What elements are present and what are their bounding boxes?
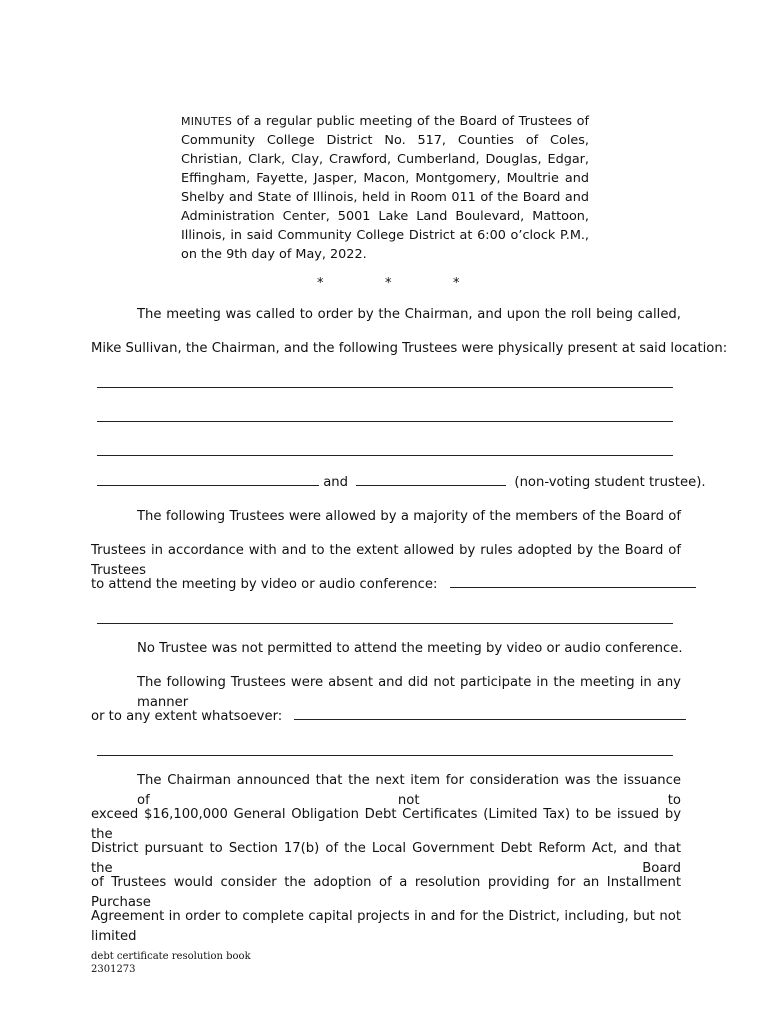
issuance-line-4: of Trustees would consider the adoption of a resolution providing for an Installment Purchase: [91, 875, 681, 910]
separator-star-3: *: [453, 276, 460, 291]
student-trustee-line: [97, 473, 706, 493]
present-trustees-blank-2[interactable]: [97, 421, 673, 422]
issuance-line-5: Agreement in order to complete capital projects in and for the District, including, but not limited: [91, 909, 681, 944]
issuance-line-1: The Chairman announced that the next item for consideration was the issuance of not to: [137, 773, 681, 808]
student-trustee-name-blank[interactable]: [356, 473, 506, 486]
absent-trustees-label: or to any extent whatsoever:: [91, 709, 283, 724]
separator-star-2: *: [385, 276, 392, 291]
remote-attendance-line-2: Trustees in accordance with and to the extent allowed by rules adopted by the Board of Trustees: [91, 543, 681, 578]
page-footer: [91, 950, 251, 976]
absent-trustees-blank[interactable]: [97, 755, 673, 756]
separator-star-1: *: [317, 276, 324, 291]
remote-trustees-blank-inline[interactable]: [450, 575, 696, 588]
absent-trustees-line-1: The following Trustees were absent and did not participate in the meeting in any manner: [137, 675, 681, 710]
minutes-text: of a regular public meeting of the Board of Trustees of Community College District No. 517, Counties of Coles, Christian, Clark, Clay, Crawford, Cumberland, Douglas, Edgar, Effingham, Fayette, Jasper, Macon, Montgomery, Moultrie and Shelby and State of Illinois, held in Room 011 of the Board and Administration Center, 5001 Lake Land Boulevard, Mattoon, Illinois, in said Community College District at 6:00 o’clock P.M., on the 9th day of May, 2022.: [181, 114, 589, 262]
issuance-line-2: exceed $16,100,000 General Obligation Debt Certificates (Limited Tax) to be issued by the: [91, 807, 681, 842]
minutes-lead-word: MINUTES: [181, 115, 233, 128]
trustee-name-blank[interactable]: [97, 473, 319, 486]
roll-call-line-2: Mike Sullivan, the Chairman, and the following Trustees were physically present at said location:: [91, 341, 728, 356]
present-trustees-blank-1[interactable]: [97, 387, 673, 388]
absent-trustees-line-2: [91, 707, 681, 727]
remote-attendance-line-1: The following Trustees were allowed by a majority of the members of the Board of: [137, 509, 681, 524]
footer-document-name: debt certificate resolution book: [91, 951, 251, 962]
remote-attendance-line-3: [91, 575, 681, 595]
absent-trustees-blank-inline[interactable]: [294, 707, 686, 720]
not-permitted-line: No Trustee was not permitted to attend the meeting by video or audio conference.: [137, 641, 683, 656]
present-trustees-blank-3[interactable]: [97, 455, 673, 456]
remote-trustees-blank[interactable]: [97, 623, 673, 624]
remote-attendance-label: to attend the meeting by video or audio conference:: [91, 577, 438, 592]
student-trustee-label: (non-voting student trustee).: [514, 475, 706, 490]
minutes-heading-paragraph: [181, 112, 589, 264]
issuance-line-3: District pursuant to Section 17(b) of the Local Government Debt Reform Act, and that the Board: [91, 841, 681, 876]
roll-call-line-1: The meeting was called to order by the Chairman, and upon the roll being called,: [137, 307, 681, 322]
and-word: and: [323, 475, 349, 490]
footer-document-number: 2301273: [91, 964, 136, 975]
